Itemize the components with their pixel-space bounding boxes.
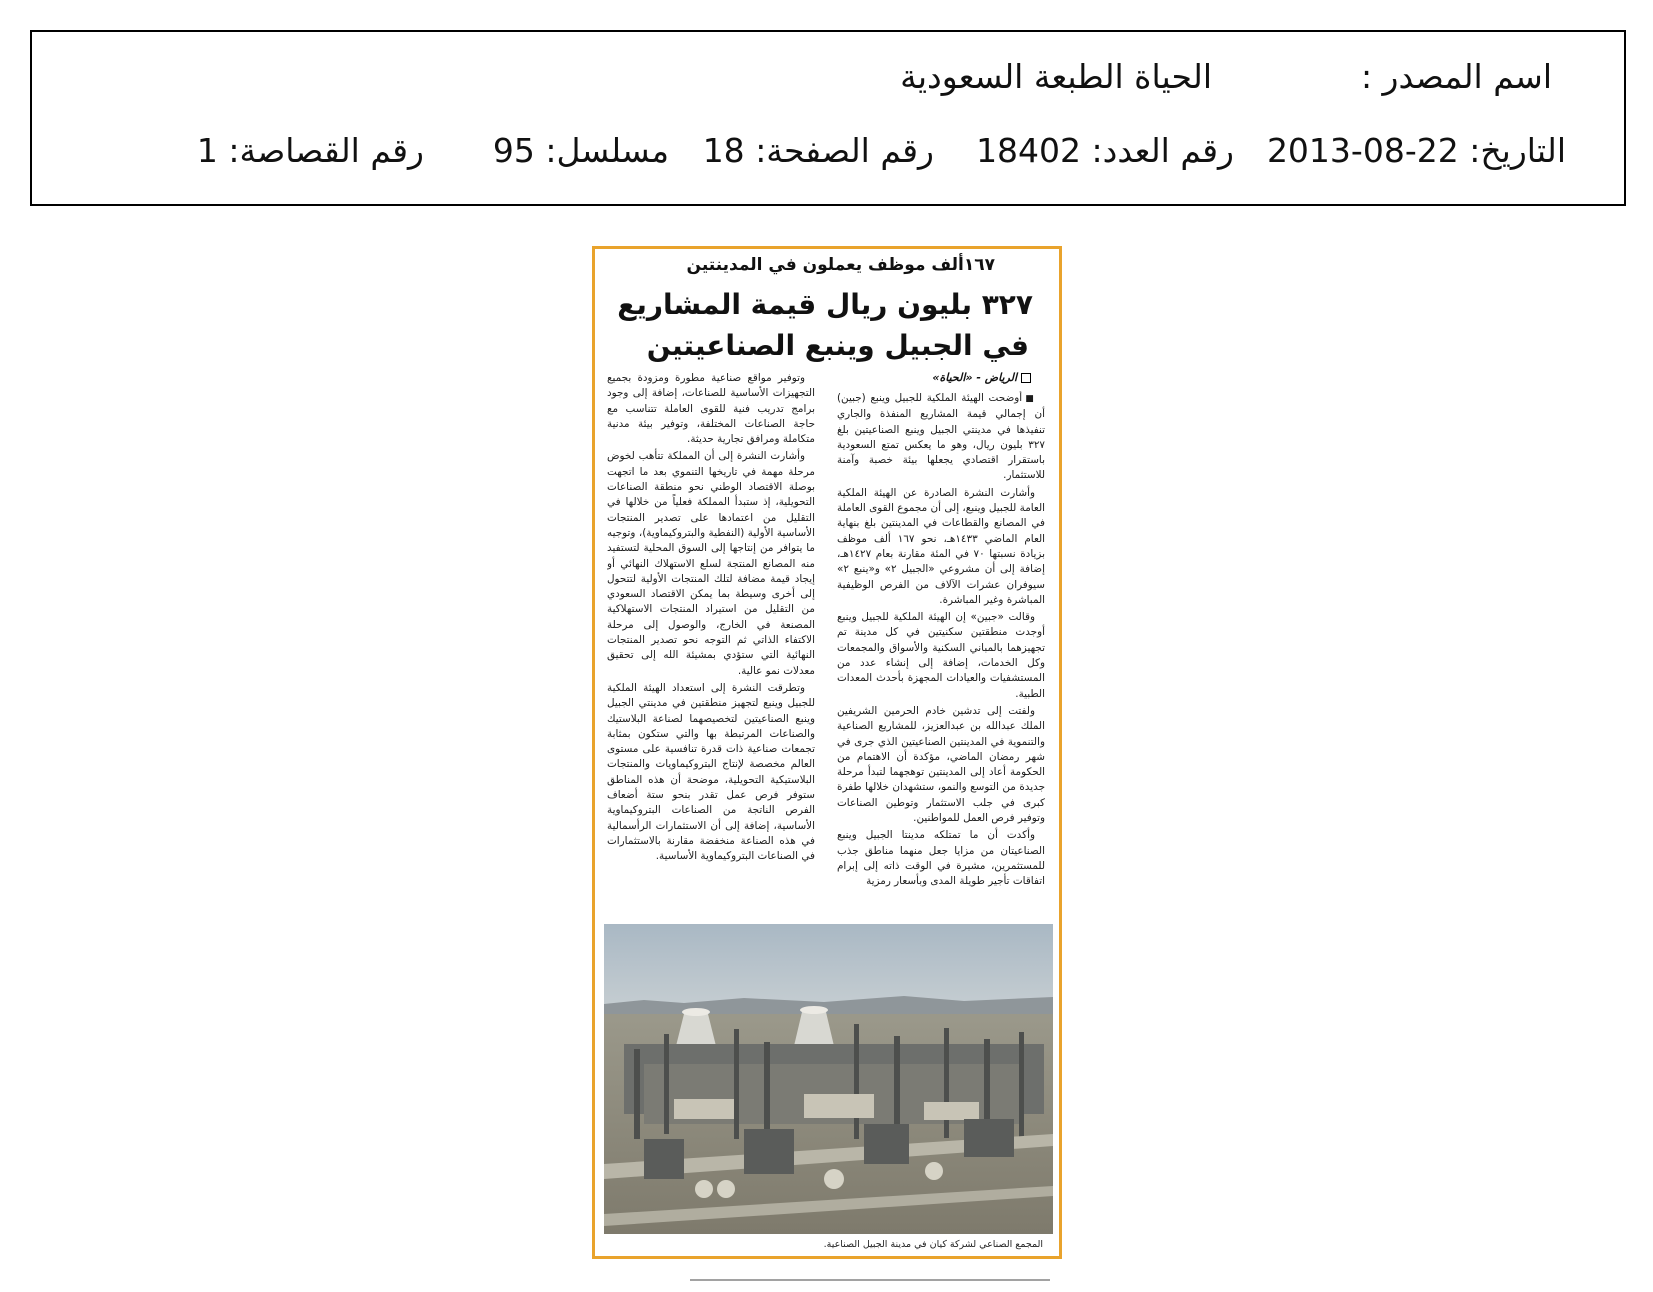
date-label: التاريخ: [1469, 131, 1566, 170]
byline-text: الرياض - «الحياة» [932, 371, 1017, 384]
date-value: 2013-08-22 [1266, 131, 1459, 170]
source-value: الحياة الطبعة السعودية [900, 57, 1212, 96]
clip-value: 1 [196, 131, 218, 170]
cutoff-text-line [690, 1270, 1050, 1282]
paragraph: ■ أوضحت الهيئة الملكية للجبيل وينبع (جبين) أن إجمالي قيمة المشاريع المنفذة والجاري تنفيذها في مدينتي الجبيل وينبع الصناعيتين بلغ ٣٢٧ بليون ريال، وهو ما يعكس تمتع السعودية باستقرار اقتصادي يجعلها بيئة خصبة وآمنة للاستثمار. [837, 391, 1045, 484]
paragraph: وتوفير مواقع صناعية مطورة ومزودة بجميع التجهيزات الأساسية للصناعات، إضافة إلى وجود برامج تدريب فنية للقوى العاملة تتناسب مع حاجة الصناعات المختلفة، وتوفير بيئة مدنية متكاملة ومرافق تجارية حديثة. [607, 372, 815, 446]
newspaper-clipping [592, 246, 1062, 1259]
date-field [1266, 131, 1566, 170]
paragraph: وأكدت أن ما تمتلكه مدينتا الجبيل وينبع الصناعيتان من مزايا جعل منهما مناطق جذب للمستثمرين، مشيرة في الوقت ذاته إلى إبرام اتفاقات تأجير طويلة المدى وبأسعار رمزية [837, 829, 1045, 888]
serial-label: مسلسل: [545, 131, 669, 170]
paragraph: وأشارت النشرة الصادرة عن الهيئة الملكية العامة للجبيل وينبع، إلى أن مجموع القوى العاملة في المصانع والقطاعات في المدينتين بلغ بنهاية العام الماضي ١٤٣٣هـ، نحو ١٦٧ ألف موظف بزيادة نسبتها ٧٠ في المئة مقارنة بعام ١٤٢٧هـ، إضافة إلى أن مشروعي «الجبيل ٢» و«ينبع ٢» سيوفران عشرات الآلاف من الفرص الوظيفية المباشرة وغير المباشرة. [837, 486, 1045, 606]
paragraph: وتطرقت النشرة إلى استعداد الهيئة الملكية للجبيل وينبع لتجهيز منطقتين في مدينتي الجبيل وينبع الصناعيتين لتخصيصهما لصناعة البلاستيك والصناعات المرتبطة بها والتي ستكون بمثابة تجمعات صناعية ذات قدرة تنافسية على مستوى العالم مخصصة لإنتاج البتروكيماويات والمنتجات البلاستيكية التحويلية، موضحة أن هذه المناطق ستوفر فرص عمل تقدر بنحو ستة أضعاف الفرص الناتجة من الصناعات البتروكيماوية الأساسية، إضافة إلى أن الاستثمارات الرأسمالية في هذه الصناعة منخفضة مقارنة بالاستثمارات في الصناعات البتروكيماوية الأساسية. [607, 681, 815, 863]
article-kicker: ١٦٧ألف موظف يعملون في المدينتين [686, 255, 995, 275]
article-column-right [837, 391, 1045, 921]
page-label: رقم الصفحة: [755, 131, 934, 170]
header-box [30, 30, 1626, 206]
industrial-complex-photo [604, 924, 1053, 1234]
photo-caption: المجمع الصناعي لشركة كيان في مدينة الجبيل الصناعية. [823, 1239, 1043, 1250]
article-headline-line-1: ٣٢٧ بليون ريال قيمة المشاريع [617, 288, 1033, 321]
photo-illustration [604, 924, 1053, 1234]
issue-value: 18402 [976, 131, 1082, 170]
page-value: 18 [702, 131, 745, 170]
article-column-left [607, 371, 815, 901]
serial-value: 95 [492, 131, 535, 170]
byline-box-icon [1021, 373, 1031, 383]
clip-field [196, 131, 424, 170]
source-label: اسم المصدر : [1360, 57, 1552, 96]
page-field [702, 131, 934, 170]
clip-label: رقم القصاصة: [228, 131, 424, 170]
article-byline [932, 371, 1031, 384]
paragraph: ولفتت إلى تدشين خادم الحرمين الشريفين الملك عبدالله بن عبدالعزيز، للمشاريع الصناعية والتنموية في المدينتين الصناعيتين الذي جرى في شهر رمضان الماضي، مؤكدة أن الاهتمام من الحكومة أعاد إلى المدينتين توهجهما لتبدأ مرحلة جديدة من التوسع والنمو، ستشهدان خلالها طفرة كبرى في جلب الاستثمار وتوطين الصناعات وتوفير فرص العمل للمواطنين. [837, 704, 1045, 825]
issue-field [976, 131, 1234, 170]
serial-field [492, 131, 669, 170]
paragraph: وأشارت النشرة إلى أن المملكة تتأهب لخوض مرحلة مهمة في تاريخها التنموي بعد ما اتجهت بوصلة الاقتصاد الوطني نحو منطقة الصناعات التحويلية، إذ ستبدأ المملكة فعلياً من خلالها في التقليل من اعتمادها على تصدير المنتجات الأساسية الأولية (النفطية والبتروكيماوية)، وتوجيه ما يتوافر من إنتاجها إلى السوق المحلية لتستفيد منه المصانع المنتجة لسلع الاستهلاك النهائي أو إيجاد قيمة مضافة لتلك المنتجات الأولية لتتحول إلى أخرى وسيطة بما يمكن الاقتصاد السعودي من التقليل من استيراد المنتجات الاستهلاكية المصنعة في الخارج، والوصول إلى مرحلة الاكتفاء الذاتي ثم التوجه نحو تصدير المنتجات النهائية التي ستؤدي بمشيئة الله إلى تحقيق معدلات نمو عالية. [607, 450, 815, 677]
paragraph: وقالت «جبين» إن الهيئة الملكية للجبيل وينبع أوجدت منطقتين سكنيتين في كل مدينة تم تجهيزهما بالمباني السكنية والأسواق والمجمعات وكل الخدمات، إضافة إلى إنشاء عدد من المستشفيات والعيادات المجهزة بأحدث المعدات الطبية. [837, 611, 1045, 700]
issue-label: رقم العدد: [1091, 131, 1234, 170]
article-headline-line-2: في الجبيل وينبع الصناعيتين [646, 329, 1029, 362]
